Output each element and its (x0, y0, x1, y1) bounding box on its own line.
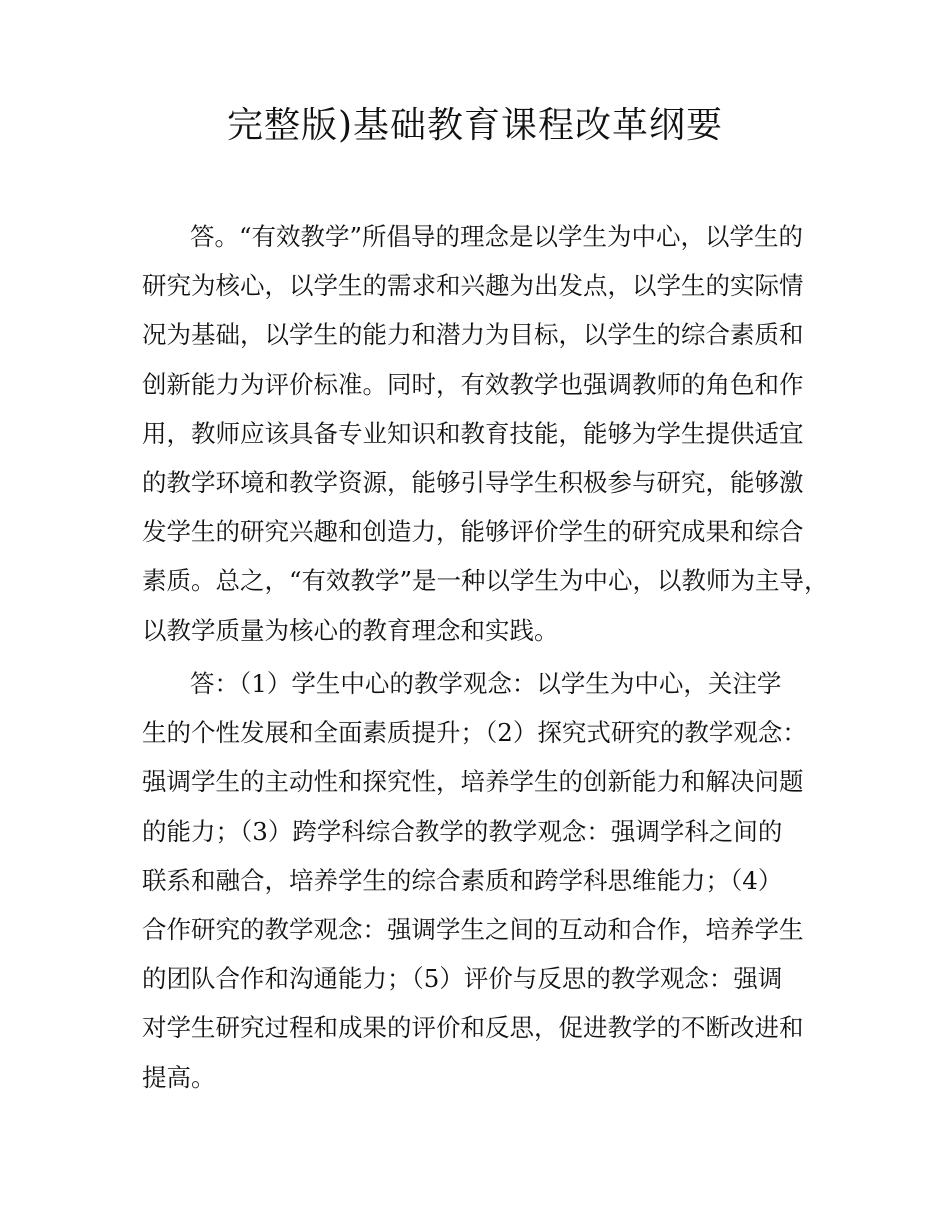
document-title: 完整版)基础教育课程改革纲要 (226, 105, 724, 146)
text-line: 的能力；（3）跨学科综合教学的教学观念：强调学科之间的 (142, 816, 783, 846)
text-line: 对学生研究过程和成果的评价和反思，促进教学的不断改进和 (142, 1013, 804, 1043)
paragraph-2 (142, 659, 832, 1102)
text-line: 答。“有效教学”所倡导的理念是以学生为中心，以学生的 (190, 222, 804, 251)
text-line: 况为基础，以学生的能力和潜力为目标，以学生的综合素质和 (142, 320, 804, 350)
text-line: 素质。总之，“有效教学”是一种以学生为中心，以教师为主导， (142, 566, 829, 596)
text-line: 的教学环境和教学资源，能够引导学生积极参与研究，能够激 (142, 467, 804, 497)
text-line: 创新能力为评价标准。同时，有效教学也强调教师的角色和作 (142, 369, 804, 399)
text-line: 以教学质量为核心的教育理念和实践。 (142, 615, 559, 645)
text-line: 用，教师应该具备专业知识和教育技能，能够为学生提供适宜 (142, 418, 804, 448)
text-line: 的团队合作和沟通能力；（5）评价与反思的教学观念：强调 (142, 964, 783, 994)
text-line: 合作研究的教学观念：强调学生之间的互动和合作，培养学生 (142, 914, 804, 944)
text-line: 发学生的研究兴趣和创造力，能够评价学生的研究成果和综合 (142, 517, 804, 547)
text-line: 强调学生的主动性和探究性，培养学生的创新能力和解决问题 (142, 767, 804, 797)
text-line: 答：（1）学生中心的教学观念：以学生为中心，关注学 (190, 669, 782, 698)
text-line: 提高。 (142, 1062, 216, 1092)
text-line: 研究为核心，以学生的需求和兴趣为出发点，以学生的实际情 (142, 271, 804, 301)
paragraph-1 (142, 212, 832, 655)
text-line: 生的个性发展和全面素质提升；（2）探究式研究的教学观念： (142, 718, 807, 748)
text-line: 联系和融合，培养学生的综合素质和跨学科思维能力；（4） (142, 865, 783, 895)
